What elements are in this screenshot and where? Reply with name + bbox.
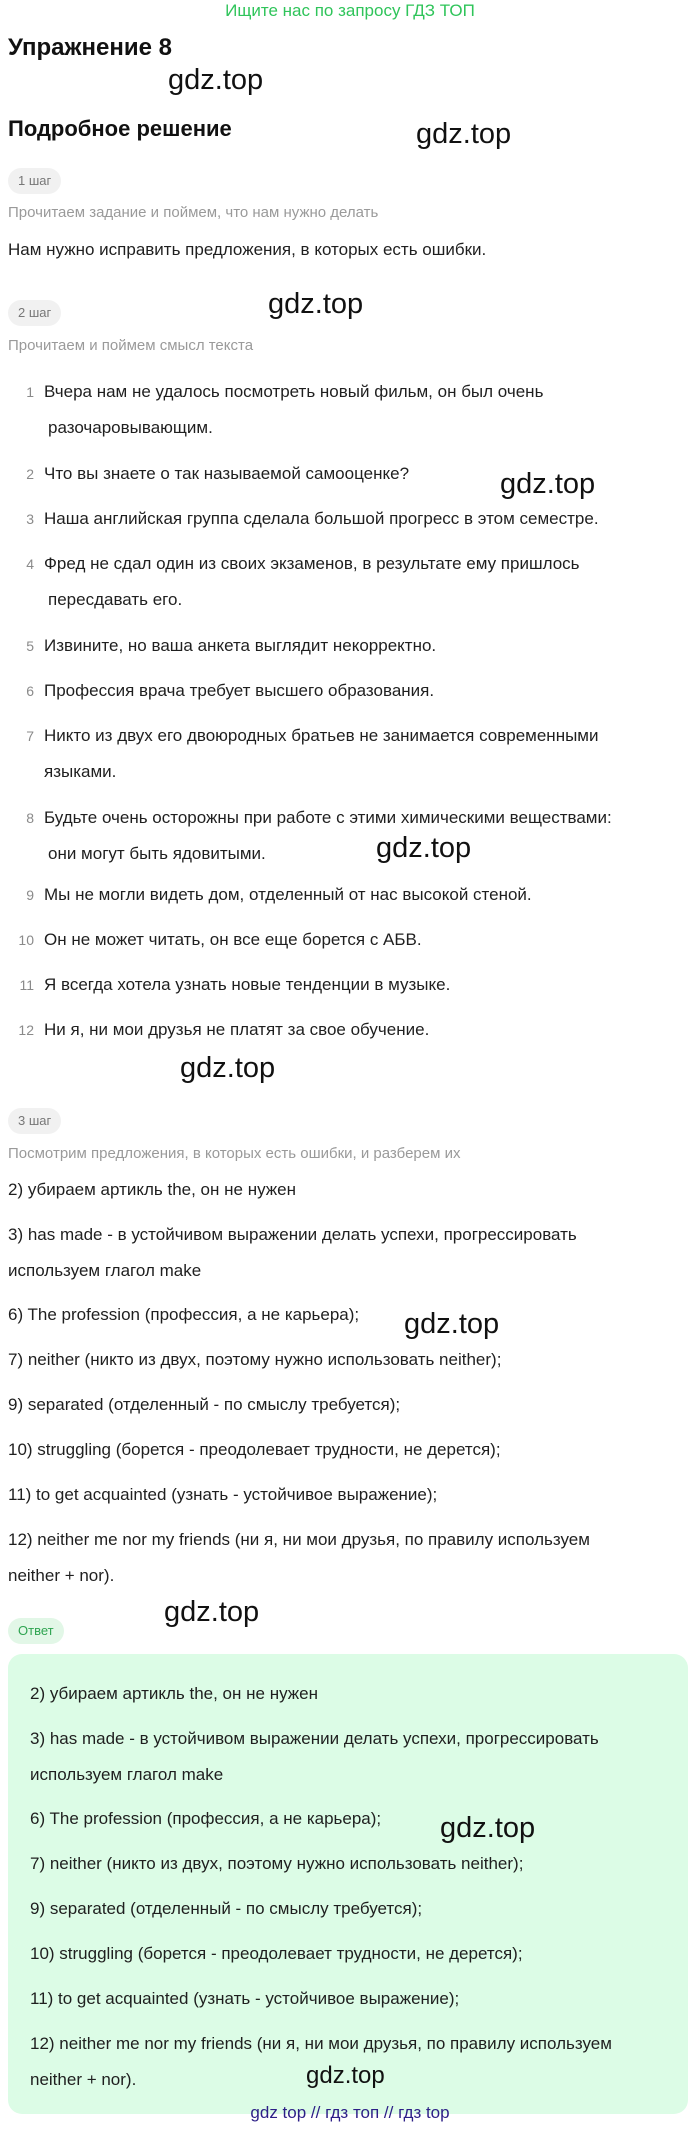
answer-line: 2) убираем артикль the, он не нужен — [30, 1684, 318, 1703]
list-item-number: 5 — [26, 638, 34, 654]
answer-line: 11) to get acquainted (узнать - устойчивое выражение); — [30, 1989, 460, 2008]
list-item-text: пересдавать его. — [48, 590, 183, 609]
watermark: gdz.top — [404, 1308, 500, 1340]
list-item-text: Ни я, ни мои друзья не платят за свое обучение. — [44, 1020, 430, 1039]
list-item-number: 10 — [18, 932, 34, 948]
explanation-line: 6) The profession (профессия, а не карьера); — [8, 1305, 360, 1324]
watermark: gdz.top — [376, 832, 472, 864]
answer-line: 3) has made - в устойчивом выражении делать успехи, прогрессировать — [30, 1729, 599, 1748]
step-2-caption: Прочитаем и поймем смысл текста — [8, 337, 254, 354]
answer-badge: Ответ — [8, 1618, 64, 1644]
list-item-number: 1 — [26, 384, 34, 400]
list-item-text: Никто из двух его двоюродных братьев не занимается современными — [44, 726, 599, 745]
answer-line: 9) separated (отделенный - по смыслу требуется); — [30, 1899, 423, 1918]
list-item-number: 6 — [26, 683, 34, 699]
answer-line: neither + nor). — [30, 2070, 137, 2089]
explanation-line: 2) убираем артикль the, он не нужен — [8, 1180, 296, 1199]
list-item-text: они могут быть ядовитыми. — [48, 844, 266, 863]
explanation-line: neither + nor). — [8, 1566, 115, 1585]
list-item-text: Профессия врача требует высшего образования. — [44, 681, 435, 700]
list-item-number: 7 — [26, 728, 34, 744]
answer-box — [8, 1654, 688, 2114]
answer-line: 12) neither me nor my friends (ни я, ни мои друзья, по правилу используем — [30, 2034, 612, 2053]
list-item-number: 11 — [19, 977, 34, 993]
watermark: gdz.top — [500, 468, 596, 500]
watermark: gdz.top — [440, 1812, 536, 1844]
step-3-badge: 3 шаг — [8, 1108, 61, 1134]
list-item-text: Вчера нам не удалось посмотреть новый фильм, он был очень — [44, 382, 544, 401]
list-item-text: Я всегда хотела узнать новые тенденции в музыке. — [44, 975, 451, 994]
explanation-line: используем глагол make — [8, 1261, 202, 1280]
step-1-text: Нам нужно исправить предложения, в которых есть ошибки. — [8, 240, 487, 259]
list-item-text: Что вы знаете о так называемой самооценке? — [44, 464, 410, 483]
answer-line: 6) The profession (профессия, а не карьера); — [30, 1809, 382, 1828]
watermark: gdz.top — [306, 2062, 385, 2089]
exercise-title: Упражнение 8 — [8, 34, 172, 61]
watermark: gdz.top — [268, 288, 364, 320]
explanation-line: 11) to get acquainted (узнать - устойчивое выражение); — [8, 1485, 438, 1504]
explanation-line: 12) neither me nor my friends (ни я, ни мои друзья, по правилу используем — [8, 1530, 590, 1549]
list-item-text: Наша английская группа сделала большой прогресс в этом семестре. — [44, 509, 599, 528]
list-item-number: 9 — [26, 887, 34, 903]
step-1-caption: Прочитаем задание и поймем, что нам нужно делать — [8, 204, 379, 221]
watermark: gdz.top — [164, 1596, 260, 1628]
explanation-line: 9) separated (отделенный - по смыслу требуется); — [8, 1395, 401, 1414]
answer-line: 7) neither (никто из двух, поэтому нужно использовать neither); — [30, 1854, 524, 1873]
footer-links[interactable]: gdz top // гдз топ // гдз top — [250, 2103, 450, 2122]
watermark: gdz.top — [416, 118, 512, 150]
explanation-line: 3) has made - в устойчивом выражении делать успехи, прогрессировать — [8, 1225, 577, 1244]
list-item-text: Извините, но ваша анкета выглядит некорректно. — [44, 636, 437, 655]
list-item-number: 3 — [26, 511, 34, 527]
explanation-line: 7) neither (никто из двух, поэтому нужно использовать neither); — [8, 1350, 502, 1369]
explanation-line: 10) struggling (борется - преодолевает трудности, не дерется); — [8, 1440, 501, 1459]
watermark: gdz.top — [168, 64, 264, 96]
search-banner: Ищите нас по запросу ГДЗ ТОП — [225, 1, 475, 20]
list-item-text: Мы не могли видеть дом, отделенный от нас высокой стеной. — [44, 885, 532, 904]
list-item-number: 8 — [26, 810, 34, 826]
list-item-text: Фред не сдал один из своих экзаменов, в результате ему пришлось — [44, 554, 580, 573]
step-1-badge: 1 шаг — [8, 168, 61, 194]
list-item-number: 12 — [18, 1022, 34, 1038]
list-item-number: 4 — [26, 556, 34, 572]
list-item-text: Он не может читать, он все еще борется с АБВ. — [44, 930, 422, 949]
list-item-text: Будьте очень осторожны при работе с этими химическими веществами: — [44, 808, 612, 827]
watermark: gdz.top — [180, 1052, 276, 1084]
list-item-text: языками. — [44, 762, 117, 781]
answer-line: используем глагол make — [30, 1765, 224, 1784]
answer-line: 10) struggling (борется - преодолевает трудности, не дерется); — [30, 1944, 523, 1963]
solution-title: Подробное решение — [8, 116, 232, 141]
step-3-caption: Посмотрим предложения, в которых есть ошибки, и разберем их — [8, 1145, 461, 1162]
step-2-badge: 2 шаг — [8, 300, 61, 326]
list-item-text: разочаровывающим. — [48, 418, 213, 437]
list-item-number: 2 — [26, 466, 34, 482]
